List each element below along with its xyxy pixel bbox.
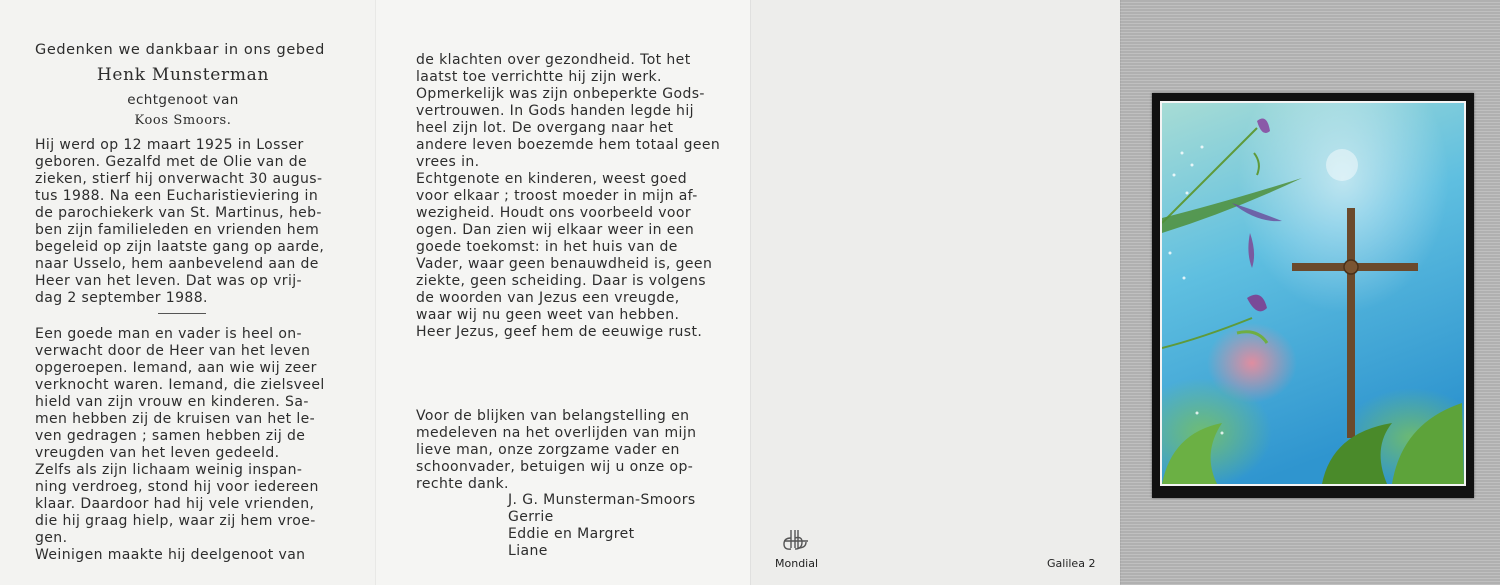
card-cover: [1120, 0, 1500, 585]
text-line: waar wij nu geen weet van hebben.: [416, 307, 680, 323]
text-line: Echtgenote en kinderen, weest goed: [416, 171, 688, 187]
bio-line: naar Usselo, hem aanbevelend aan de: [35, 256, 319, 272]
signature-line: Gerrie: [508, 509, 554, 525]
text-line: ogen. Dan zien wij elkaar weer in een: [416, 222, 695, 238]
text-line: de woorden van Jezus een vreugde,: [416, 290, 680, 306]
spouse-label: echtgenoot van: [127, 92, 239, 108]
thanks-line: schoonvader, betuigen wij u onze op-: [416, 459, 694, 475]
fold-line: [375, 0, 376, 585]
text-line: de klachten over gezondheid. Tot het: [416, 52, 691, 68]
text-line: Opmerkelijk was zijn onbeperkte Gods-: [416, 86, 705, 102]
bio-line: begeleid op zijn laatste gang op aarde,: [35, 239, 325, 255]
section-divider: [158, 313, 206, 314]
tribute-line: gen.: [35, 530, 68, 546]
bio-line: zieken, stierf hij onverwacht 30 augus-: [35, 171, 323, 187]
bio-line: tus 1988. Na een Eucharistieviering in: [35, 188, 319, 204]
tribute-line: opgeroepen. Iemand, aan wie wij zeer: [35, 360, 317, 376]
tribute-line: ning verdroeg, stond hij voor iedereen: [35, 479, 319, 495]
text-line: goede toekomst: in het huis van de: [416, 239, 678, 255]
bio-line: ben zijn familieleden en vrienden hem: [35, 222, 320, 238]
memorial-heading: Gedenken we dankbaar in ons gebed: [35, 42, 325, 58]
bio-line: Heer van het leven. Dat was op vrij-: [35, 273, 302, 289]
text-line: Heer Jezus, geef hem de eeuwige rust.: [416, 324, 703, 340]
card-page-blank: [750, 0, 1120, 585]
photo: [1160, 101, 1466, 486]
cross-with-flowers-photo: [1162, 103, 1464, 484]
text-line: wezigheid. Houdt ons voorbeeld voor: [416, 205, 692, 221]
tribute-line: Weinigen maakte hij deelgenoot van: [35, 547, 306, 563]
tribute-line: ven gedragen ; samen hebben zij de: [35, 428, 306, 444]
thanks-line: Voor de blijken van belangstelling en: [416, 408, 690, 424]
tribute-line: Zelfs als zijn lichaam weinig inspan-: [35, 462, 303, 478]
text-line: vertrouwen. In Gods handen legde hij: [416, 103, 694, 119]
text-line: Vader, waar geen benauwdheid is, geen: [416, 256, 713, 272]
tribute-line: verknocht waren. Iemand, die zielsveel: [35, 377, 325, 393]
fold-line: [1120, 0, 1121, 585]
photo-frame: [1152, 93, 1474, 498]
tribute-line: men hebben zij de kruisen van het le-: [35, 411, 316, 427]
card-page-middle: [375, 0, 750, 585]
publisher-label: Mondial: [775, 557, 819, 570]
series-label: Galilea 2: [1047, 557, 1096, 570]
signature-line: Eddie en Margret: [508, 526, 635, 542]
tribute-line: klaar. Daardoor had hij vele vrienden,: [35, 496, 315, 512]
text-line: ziekte, geen scheiding. Daar is volgens: [416, 273, 706, 289]
deceased-name: Henk Munsterman: [96, 65, 270, 85]
text-line: vrees in.: [416, 154, 480, 170]
text-line: voor elkaar ; troost moeder in mijn af-: [416, 188, 698, 204]
spouse-name: Koos Smoors.: [134, 113, 232, 128]
tribute-line: Een goede man en vader is heel on-: [35, 326, 303, 342]
bio-line: de parochiekerk van St. Martinus, heb-: [35, 205, 322, 221]
bio-line: geboren. Gezalfd met de Olie van de: [35, 154, 308, 170]
tribute-line: die hij graag hielp, waar zij hem vroe-: [35, 513, 316, 529]
thanks-line: medeleven na het overlijden van mijn: [416, 425, 697, 441]
text-line: andere leven boezemde hem totaal geen: [416, 137, 721, 153]
signature-line: Liane: [508, 543, 548, 559]
text-line: heel zijn lot. De overgang naar het: [416, 120, 674, 136]
text-line: laatst toe verrichtte hij zijn werk.: [416, 69, 662, 85]
signature-line: J. G. Munsterman-Smoors: [508, 492, 696, 508]
tribute-line: verwacht door de Heer van het leven: [35, 343, 311, 359]
bio-line: dag 2 september 1988.: [35, 290, 208, 306]
fold-line: [750, 0, 751, 585]
bio-line: Hij werd op 12 maart 1925 in Losser: [35, 137, 304, 153]
thanks-line: rechte dank.: [416, 476, 509, 492]
card-page-left: [0, 0, 375, 585]
thanks-line: lieve man, onze zorgzame vader en: [416, 442, 680, 458]
tribute-line: vreugden van het leven gedeeld.: [35, 445, 280, 461]
tribute-line: hield van zijn vrouw en kinderen. Sa-: [35, 394, 309, 410]
mondial-logo-icon: [780, 524, 812, 556]
